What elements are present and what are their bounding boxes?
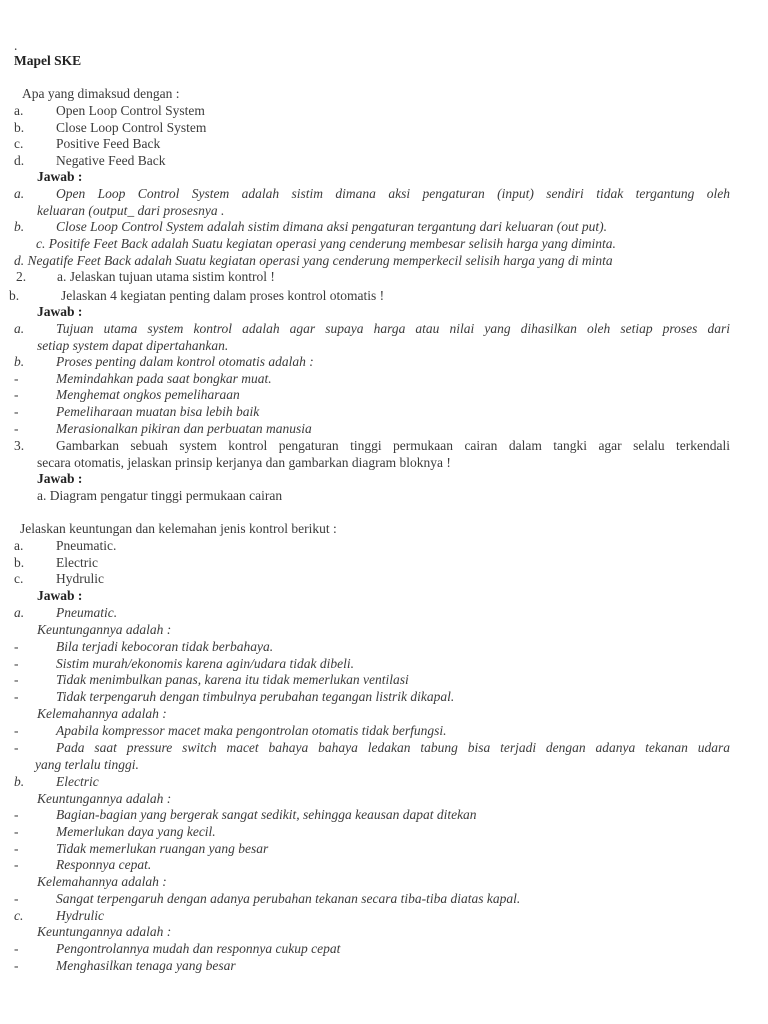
q1-answer-a-cont: keluaran (output_ dari prosesnya . [37, 203, 225, 218]
q3-jawab: Jawab : [37, 471, 83, 486]
q2-answer-a-cont: setiap system dapat dipertahankan. [37, 338, 229, 353]
q1-jawab: Jawab : [37, 169, 83, 184]
q1-answer-c: c. Positife Feet Back adalah Suatu kegiatan operasi yang cenderung membesar selisih harga yang diminta. [36, 236, 616, 251]
q2-jawab: Jawab : [37, 304, 83, 319]
electric-keuntungan-label: Keuntungannya adalah : [37, 791, 172, 806]
pneumatic-keuntungan-label: Keuntungannya adalah : [37, 622, 172, 637]
hydrulic-keuntungan-label: Keuntungannya adalah : [37, 924, 172, 939]
top-dot: . [14, 38, 18, 53]
q3-answer: a. Diagram pengatur tinggi permukaan cairan [37, 488, 283, 503]
q1-prompt: Apa yang dimaksud dengan : [22, 86, 180, 101]
pneumatic-kelemahan-label: Kelemahannya adalah : [37, 706, 167, 721]
electric-kelemahan-label: Kelemahannya adalah : [37, 874, 167, 889]
q3-question-cont: secara otomatis, jelaskan prinsip kerjanya dan gambarkan diagram bloknya ! [37, 455, 451, 470]
q1-answer-d: d. Negatife Feet Back adalah Suatu kegiatan operasi yang cenderung memperkecil selisih harga yang di minta [14, 253, 613, 268]
list-item-cont: yang terlalu tinggi. [35, 757, 139, 772]
page-title: Mapel SKE [14, 53, 82, 68]
q4-prompt: Jelaskan keuntungan dan kelemahan jenis kontrol berikut : [20, 521, 337, 536]
q4-jawab: Jawab : [37, 588, 83, 603]
